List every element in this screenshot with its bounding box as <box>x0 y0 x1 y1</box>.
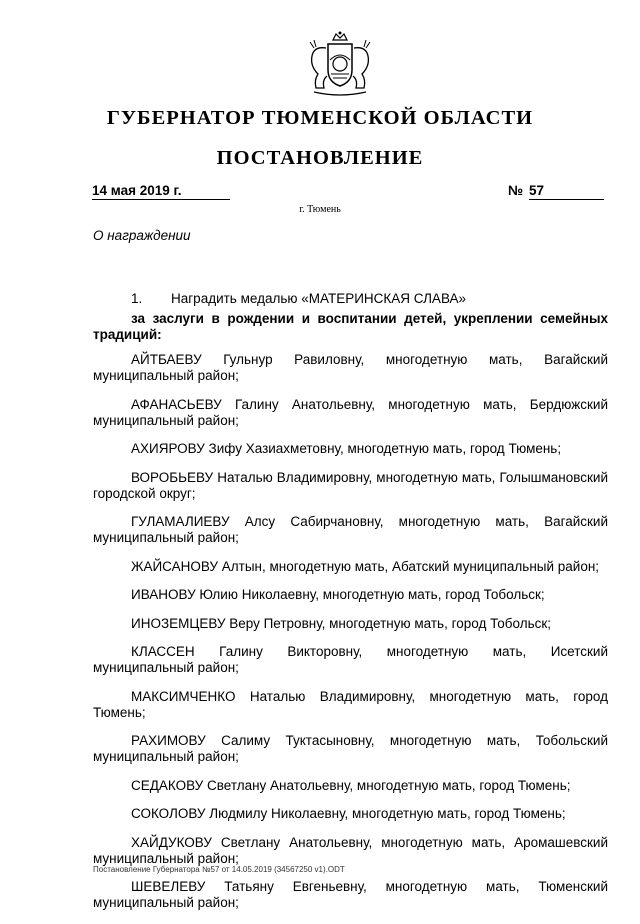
document-date: 14 мая 2019 г. <box>92 183 230 200</box>
recipient-entry: ИВАНОВУ Юлию Николаевну, многодетную мать, город Тобольск; <box>131 587 545 602</box>
issue-city: г. Тюмень <box>299 204 341 215</box>
recipient-entry: ХАЙДУКОВУ Светлану Анатольевну, многодетную мать, Аромашевский муниципальный район; <box>93 834 608 866</box>
recipient-entry: МАКСИМЧЕНКО Наталью Владимировну, многодетную мать, город Тюмень; <box>93 688 608 720</box>
authority-title: ГУБЕРНАТОР ТЮМЕНСКОЙ ОБЛАСТИ <box>106 107 534 129</box>
number-label: № <box>508 183 524 198</box>
recipient-entry: РАХИМОВУ Салиму Туктасыновну, многодетную мать, Тобольский муниципальный район; <box>93 733 608 764</box>
recipient-entry: СОКОЛОВУ Людмилу Николаевну, многодетную мать, город Тюмень; <box>131 806 566 821</box>
decree-item <box>93 291 608 307</box>
recipient-entry: ГУЛАМАЛИЕВУ Алсу Сабирчановну, многодетную мать, Вагайский муниципальный район; <box>93 514 608 545</box>
recipients-list <box>93 352 608 911</box>
document-type-title: ПОСТАНОВЛЕНИЕ <box>216 147 424 169</box>
document-body <box>93 291 608 924</box>
document-subject: О награждении <box>93 228 191 243</box>
item-number: 1. <box>131 291 143 306</box>
item-text: Наградить медалью «МАТЕРИНСКАЯ СЛАВА» <box>171 291 467 306</box>
recipient-entry: КЛАССЕН Галину Викторовну, многодетную мать, Исетский муниципальный район; <box>93 644 608 675</box>
recipient-entry: ВОРОБЬЕВУ Наталью Владимировну, многодетную мать, Голышмановский городской округ; <box>93 469 608 501</box>
recipient-entry: СЕДАКОВУ Светлану Анатольевну, многодетную мать, город Тюмень; <box>131 777 571 793</box>
recipient-entry: АФАНАСЬЕВУ Галину Анатольевну, многодетную мать, Бердюжский муниципальный район; <box>93 396 608 428</box>
coat-of-arms-emblem <box>300 30 380 100</box>
recipient-entry: АЙТБАЕВУ Гульнур Равиловну, многодетную мать, Вагайский муниципальный район; <box>93 352 608 383</box>
document-footer: Постановление Губернатора №57 от 14.05.2019 (34567250 v1).ODT <box>93 865 345 874</box>
recipient-entry: АХИЯРОВУ Зифу Хазиахметовну, многодетную мать, город Тюмень; <box>131 441 562 456</box>
recipient-entry: ШЕВЕЛЕВУ Татьяну Евгеньевну, многодетную мать, Тюменский муниципальный район; <box>93 879 608 910</box>
document-number: 57 <box>529 183 604 200</box>
recipient-entry: ИНОЗЕМЦЕВУ Веру Петровну, многодетную мать, город Тобольск; <box>131 615 552 631</box>
merit-reason: за заслуги в рождении и воспитании детей, укреплении семейных традиций: <box>93 311 608 342</box>
recipient-entry: ЖАЙСАНОВУ Алтын, многодетную мать, Абатский муниципальный район; <box>131 558 600 574</box>
